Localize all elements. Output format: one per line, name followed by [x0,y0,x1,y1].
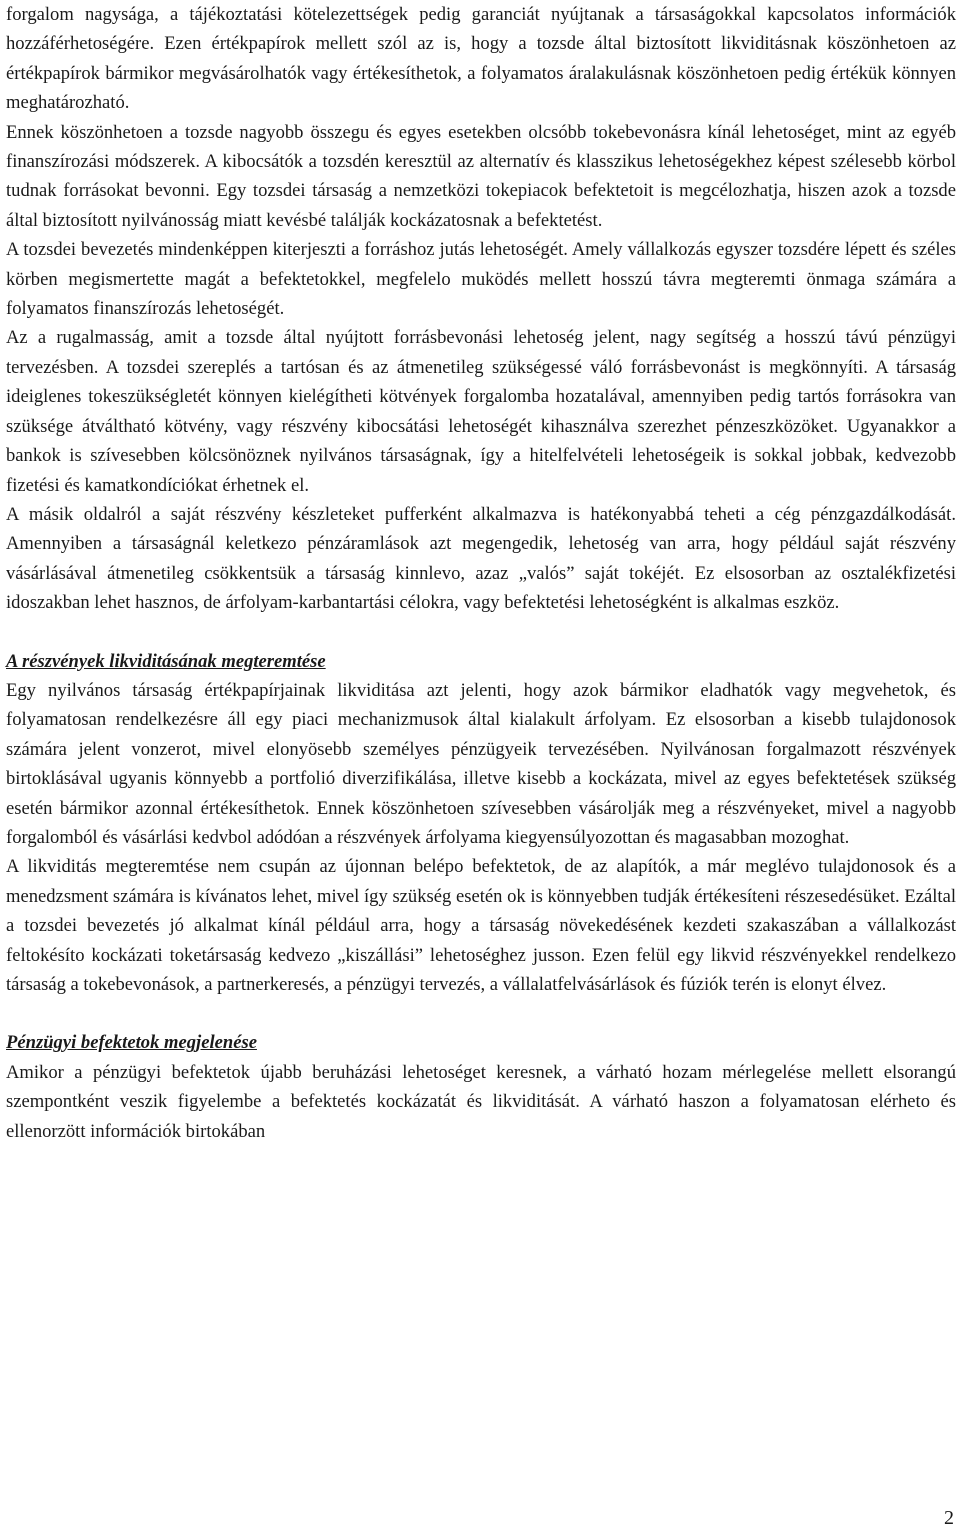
paragraph: Ennek köszönhetoen a tozsde nagyobb összegu és egyes esetekben olcsóbb tokebevonásra kínál lehetoséget, mint az egyéb finanszírozási módszerek. A kibocsátók a tozsdén keresztül az alternatív és klasszikus lehetoségekhez képest szélesebb körbol tudnak forrásokat bevonni. Egy tozsdei társaság a nemzetközi tokepiacok befektetoit is megcélozhatja, hiszen azok a tozsde által biztosított nyilvánosság miatt kevésbé találják kockázatosnak a befektetést. [6,121,956,231]
paragraph: A tozsdei bevezetés mindenképpen kiterjeszti a forráshoz jutás lehetoségét. Amely vállalkozás egyszer tozsdére lépett és széles körben megismertette magát a befektetokkel, megfelelo muködés mellett hosszú távra megteremti önmaga számára a folyamatos finanszírozás lehetoségét. [6,239,956,320]
document-page [6,0,956,1146]
section-spacer [6,999,956,1028]
page-number: 2 [944,1507,954,1529]
paragraph: Egy nyilvános társaság értékpapírjainak likviditása azt jelenti, hogy azok bármikor eladhatók vagy megvehetok, és folyamatosan rendelkezésre áll egy piaci mechanizmusok által kialakult árfolyam. Ez elsosorban a kisebb tulajdonosok számára jelent vonzerot, mivel elonyösebb személyes pénzügyeik tervezésében. Nyilvánosan forgalmazott részvények birtoklásával ugyanis könnyebb a portfolió diverzifikálása, illetve kisebb a kockázata, mivel az egyes befektetések szükség esetén bármikor azonnal értékesíthetok. Ennek köszönhetoen szívesebben vásárolják meg a részvényeket, mivel a nagyobb forgalomból és vásárlási kedvbol adódóan a részvények árfolyama kiegyensúlyozottan és magasabban mozoghat. [6,679,956,848]
paragraph: forgalom nagysága, a tájékoztatási kötelezettségek pedig garanciát nyújtanak a társaságokkal kapcsolatos információk hozzáférhetoségére. Ezen értékpapírok mellett szól az is, hogy a tozsde által biztosított likviditásnak köszönhetoen az értékpapírok bármikor megvásárolhatók vagy értékesíthetok, a folyamatos áralakulásnak köszönhetoen pedig értékük könnyen meghatározható. [6,4,956,114]
paragraph: Amikor a pénzügyi befektetok újabb beruházási lehetoséget keresnek, a várható hozam mérlegelése mellett elsorangú szempontként veszik figyelembe a befektetés kockázatát és likviditását. A várható haszon a folyamatosan elérheto és ellenorzött információk birtokában [6,1061,956,1142]
paragraph: A likviditás megteremtése nem csupán az újonnan belépo befektetok, de az alapítók, a már meglévo tulajdonosok és a menedzsment számára is kívánatos lehet, mivel így szükség esetén ok is könnyebben tudják értékesíteni részesedésüket. Ezáltal a tozsdei bevezetés jó alkalmat kínál például arra, hogy a társaság növekedésének kezdeti szakaszában a vállalkozást feltokésíto kockázati toketársaság kedvezo „kiszállási” lehetoséghez jusson. Ezen felül egy likvid részvényekkel rendelkezo társaság a tokebevonások, a partnerkeresés, a pénzügyi tervezés, a vállalatfelvásárlások és fúziók terén is elonyt élvez. [6,856,956,995]
paragraph: Az a rugalmasság, amit a tozsde által nyújtott forrásbevonási lehetoség jelent, nagy segítség a hosszú távú pénzügyi tervezésben. A tozsdei szereplés a tartósan és az átmenetileg szükségessé váló forrásbevonást is megkönnyíti. A társaság ideiglenes tokeszükségletét könnyen kielégítheti kötvények forgalomba hozatalával, amennyiben pedig tartós forrásokra van szüksége átváltható kötvény, vagy részvény kibocsátási lehetoségét kihasználva szerezhet pénzeszközöket. Ugyanakkor a bankok is szívesebben kölcsönöznek nyilvános társaságnak, így a hitelfelvételi lehetoségeik is sokkal jobbak, kedvezobb fizetési és kamatkondíciókat érhetnek el. [6,327,956,496]
paragraph: A másik oldalról a saját részvény készleteket pufferként alkalmazva is hatékonyabbá teheti a cég pénzgazdálkodását. Amennyiben a társaságnál keletkezo pénzáramlások azt megengedik, lehetoség van arra, hogy például saját részvény vásárlásával átmenetileg csökkentsük a társaság kinnlevo, azaz „valós” saját tokéjét. Ez elsosorban az osztalékfizetési idoszakban lehet hasznos, de árfolyam-karbantartási célokra, vagy befektetési lehetoségként is alkalmas eszköz. [6,503,956,614]
section-spacer [6,618,956,647]
section-heading: A részvények likviditásának megteremtése [6,650,326,672]
section-heading: Pénzügyi befektetok megjelenése [6,1032,257,1054]
